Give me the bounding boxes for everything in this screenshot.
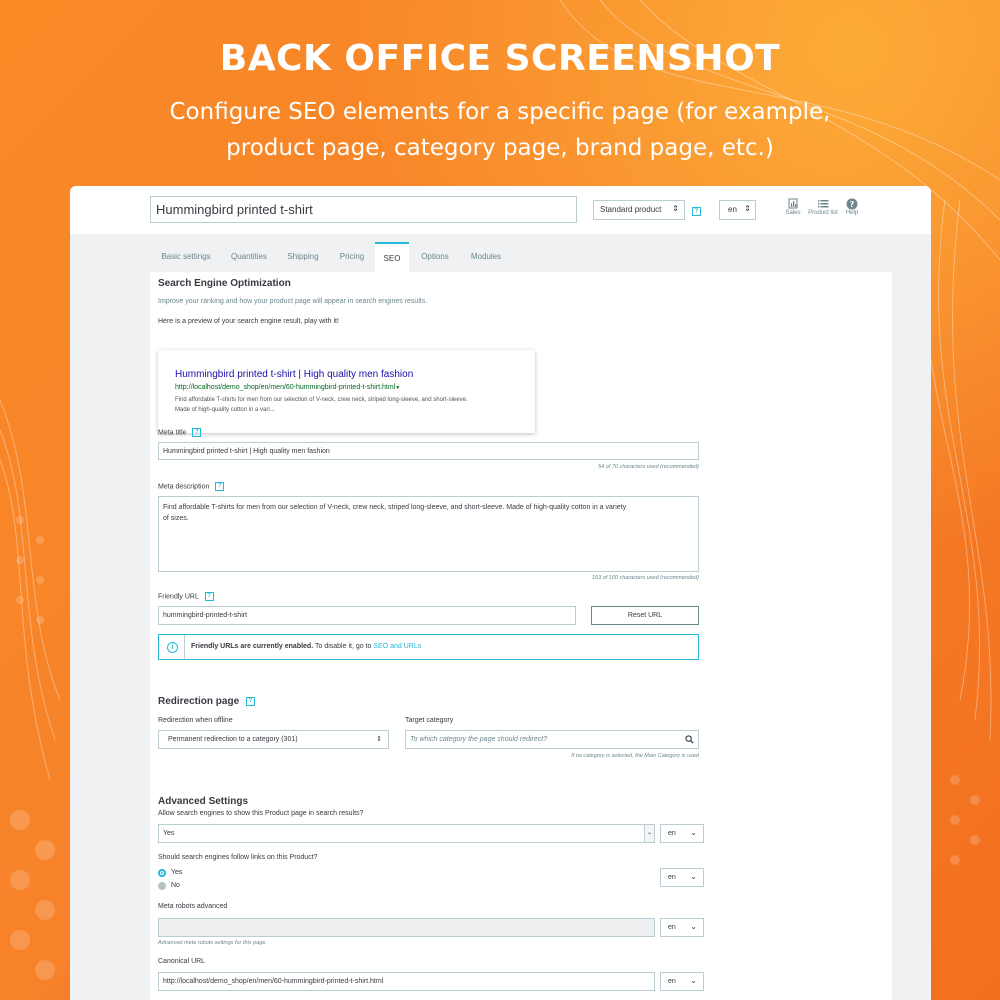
bar-chart-icon: [783, 198, 803, 210]
redirection-heading-text: Redirection page: [158, 696, 240, 707]
svg-text:?: ?: [849, 200, 855, 209]
select-arrows-icon: ⇕: [376, 736, 382, 743]
redirection-offline-label: Redirection when offline: [158, 717, 233, 724]
reset-url-button[interactable]: Reset URL: [591, 606, 699, 625]
search-result-preview: [158, 350, 535, 433]
tab-quantities[interactable]: Quantities: [230, 252, 268, 261]
product-header: [70, 186, 931, 234]
banner-subline-1: Configure SEO elements for a specific page (for example,: [169, 99, 831, 125]
meta-robots-help: Advanced meta robots settings for this page.: [158, 940, 267, 946]
banner-subheadline: [70, 94, 930, 166]
select-arrows-icon: ⇕: [672, 204, 679, 213]
preview-description: [175, 395, 525, 415]
redirection-heading: [158, 696, 255, 707]
redirection-offline-value: Permanent redirection to a category (301): [168, 736, 298, 743]
help-icon[interactable]: ?: [692, 207, 701, 216]
language-value: en: [668, 830, 676, 837]
alert-divider: [184, 635, 185, 659]
preview-url-text: http://localhost/demo_shop/en/men/60-hummingbird-printed-t-shirt.html: [175, 384, 396, 391]
follow-links-label: Should search engines follow links on this Product?: [158, 854, 318, 861]
follow-links-language-select[interactable]: [660, 868, 704, 887]
advanced-settings-heading: Advanced Settings: [158, 796, 249, 807]
canonical-url-language-select[interactable]: [660, 972, 704, 991]
back-office-window: [70, 186, 931, 1000]
meta-title-input[interactable]: Hummingbird printed t-shirt | High quality men fashion: [158, 442, 699, 460]
tab-options[interactable]: Options: [421, 252, 449, 261]
help-icon[interactable]: ?: [205, 592, 214, 601]
dropdown-arrow-icon: ⌄: [644, 825, 654, 842]
chevron-down-icon: ⌄: [690, 922, 697, 931]
meta-robots-label: Meta robots advanced: [158, 903, 228, 910]
help-icon[interactable]: ?: [246, 697, 255, 706]
meta-robots-language-select[interactable]: [660, 918, 704, 937]
canonical-url-input[interactable]: http://localhost/demo_shop/en/men/60-hummingbird-printed-t-shirt.html: [158, 972, 655, 991]
tab-modules[interactable]: Modules: [470, 252, 502, 261]
help-icon: [843, 198, 861, 210]
allow-search-language-select[interactable]: [660, 824, 704, 843]
meta-title-label: [158, 428, 201, 437]
seo-and-urls-link[interactable]: SEO and URLs: [373, 643, 422, 650]
chevron-down-icon: ⌄: [690, 872, 697, 881]
follow-yes-label: Yes: [171, 869, 183, 876]
target-category-label: Target category: [405, 717, 454, 724]
preview-url: [175, 384, 400, 391]
banner-subline-2: product page, category page, brand page, etc.): [226, 135, 774, 161]
alert-bold-text: Friendly URLs are currently enabled.: [191, 643, 314, 650]
banner-headline: BACK OFFICE SCREENSHOT: [219, 38, 781, 79]
meta-title-label-text: Meta title: [158, 429, 187, 437]
meta-description-label-text: Meta description: [158, 483, 210, 491]
preview-description-line-2: Made of high-quality cotton in a vari...: [175, 407, 275, 413]
meta-description-line-1: Find affordable T-shirts for men from our selection of V-neck, crew neck, striped long-sleeve, and short-sleeve. Made of high-quality cotton in a variety: [163, 504, 627, 511]
product-type-value: Standard product: [600, 205, 662, 214]
product-list-label: Product list: [808, 210, 838, 216]
product-type-select[interactable]: [593, 200, 685, 220]
meta-description-textarea[interactable]: [158, 496, 699, 572]
help-icon[interactable]: ?: [192, 428, 201, 437]
alert-text: To disable it, go to: [314, 643, 372, 650]
meta-title-counter: 54 of 70 characters used (recommended): [598, 464, 699, 470]
sales-label: Sales: [785, 210, 801, 216]
allow-search-value: Yes: [163, 830, 175, 837]
language-value: en: [668, 978, 676, 985]
follow-yes-radio[interactable]: [158, 869, 166, 877]
friendly-url-label: [158, 592, 214, 601]
tab-shipping[interactable]: Shipping: [287, 252, 319, 261]
target-category-help: If no category is selected, the Main Category is used: [571, 753, 699, 759]
seo-panel: [150, 272, 892, 1000]
select-arrows-icon: ⇕: [744, 204, 751, 213]
meta-description-label: [158, 482, 224, 491]
help-label: Help: [845, 210, 859, 216]
allow-search-label: Allow search engines to show this Product page in search results?: [158, 810, 364, 817]
product-name-input[interactable]: Hummingbird printed t-shirt: [150, 196, 577, 223]
help-icon[interactable]: ?: [215, 482, 224, 491]
meta-description-counter: 163 of 160 characters used (recommended): [591, 575, 699, 581]
follow-no-label: No: [171, 882, 180, 889]
friendly-url-input[interactable]: hummingbird-printed-t-shirt: [158, 606, 576, 625]
help-button[interactable]: [843, 198, 861, 216]
list-icon: [805, 198, 841, 210]
target-category-input[interactable]: [405, 730, 699, 749]
allow-search-select[interactable]: [158, 824, 655, 843]
redirection-offline-select[interactable]: [158, 730, 389, 749]
language-value: en: [728, 205, 737, 214]
friendly-url-label-text: Friendly URL: [158, 593, 199, 601]
preview-intro: Here is a preview of your search engine result, play with it!: [158, 318, 339, 325]
tab-seo[interactable]: SEO: [375, 242, 409, 272]
alert-message: [191, 643, 421, 650]
chevron-down-icon: ⌄: [690, 828, 697, 837]
search-icon: [685, 735, 694, 744]
tab-pricing[interactable]: Pricing: [339, 252, 365, 261]
preview-title: Hummingbird printed t-shirt | High quality men fashion: [175, 369, 414, 380]
preview-description-line-1: Find affordable T-shirts for men from our selection of V-neck, crew neck, striped long-sleeve, and short-sleeve.: [175, 397, 468, 403]
sales-button[interactable]: [783, 198, 803, 216]
caret-down-icon: ▼: [395, 385, 401, 391]
product-list-button[interactable]: [805, 198, 841, 216]
seo-heading: Search Engine Optimization: [158, 278, 291, 289]
seo-intro: Improve your ranking and how your product page will appear in search engines results.: [158, 298, 428, 305]
follow-no-radio[interactable]: [158, 882, 166, 890]
language-value: en: [668, 924, 676, 931]
tab-basic-settings[interactable]: Basic settings: [161, 252, 211, 261]
target-category-placeholder: To which category the page should redirect?: [410, 736, 548, 743]
language-value: en: [668, 874, 676, 881]
chevron-down-icon: ⌄: [690, 976, 697, 985]
info-icon: i: [167, 642, 178, 653]
friendly-url-alert: [158, 634, 699, 660]
meta-robots-input[interactable]: [158, 918, 655, 937]
canonical-url-label: Canonical URL: [158, 958, 206, 965]
language-select[interactable]: [719, 200, 756, 220]
meta-description-line-2: of sizes.: [163, 515, 189, 522]
